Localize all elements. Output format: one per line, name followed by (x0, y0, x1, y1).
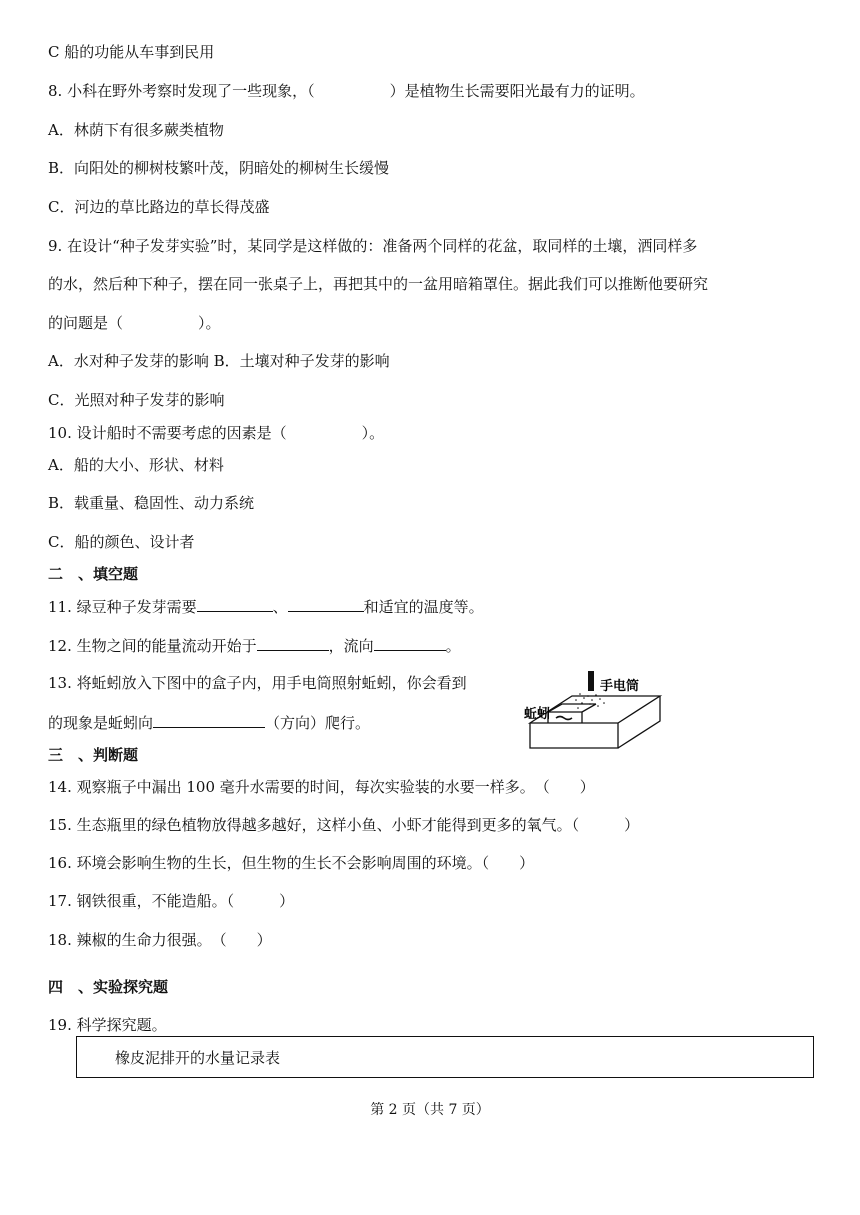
section-heading: 二 、填空题 (48, 565, 139, 583)
earthworm-label: 蚯蚓 (524, 707, 551, 722)
question-19: 19. 科学探究题。 (48, 1016, 167, 1034)
option-c: C．河边的草比路边的草长得茂盛 (48, 198, 270, 216)
option-b: B．载重量、稳固性、动力系统 (48, 494, 255, 512)
option-c: C．船的颜色、设计者 (48, 533, 195, 551)
table-caption: 橡皮泥排开的水量记录表 (115, 1049, 281, 1067)
flashlight-label: 手电筒 (600, 679, 640, 694)
question-13-cont: 的现象是蚯蚓向 （方向）爬行。 (48, 714, 371, 732)
option-b: B．向阳处的柳树枝繁叶茂，阴暗处的柳树生长缓慢 (48, 159, 390, 177)
flashlight-icon (588, 671, 594, 691)
record-table (76, 1036, 814, 1078)
option-c: C．光照对种子发芽的影响 (48, 391, 225, 409)
section-heading: 四 、实验探究题 (48, 978, 169, 996)
option-line: C 船的功能从车事到民用 (48, 43, 215, 61)
question-12: 12. 生物之间的能量流动开始于 ，流向 。 (48, 637, 461, 655)
option-a: A．林荫下有很多蕨类植物 (48, 121, 224, 139)
earthworm-box-figure (520, 668, 670, 758)
question-13: 13. 将蚯蚓放入下图中的盒子内，用手电筒照射蚯蚓，你会看到 (48, 674, 467, 692)
question-9-cont: 的水，然后种下种子，摆在同一张桌子上，再把其中的一盆用暗箱罩住。据此我们可以推断他要研究 (48, 275, 709, 293)
option-ab: A．水对种子发芽的影响 B．土壤对种子发芽的影响 (48, 352, 390, 370)
question-18: 18. 辣椒的生命力很强。 （ ） (48, 931, 272, 949)
question-10: 10. 设计船时不需要考虑的因素是（ ）。 (48, 424, 385, 442)
question-15: 15. 生态瓶里的绿色植物放得越多越好，这样小鱼、小虾才能得到更多的氧气。（ ） (48, 816, 640, 834)
question-16: 16. 环境会影响生物的生长，但生物的生长不会影响周围的环境。（ ） (48, 854, 535, 872)
section-heading: 三 、判断题 (48, 746, 139, 764)
question-8: 8. 小科在野外考察时发现了一些现象，（ ）是植物生长需要阳光最有力的证明。 (48, 82, 645, 100)
question-17: 17. 钢铁很重，不能造船。（ ） (48, 892, 295, 910)
question-9-cont: 的问题是（ ）。 (48, 314, 221, 332)
question-9: 9. 在设计“种子发芽实验”时，某同学是这样做的：准备两个同样的花盆，取同样的土壤，洒同样多 (48, 237, 698, 255)
question-11: 11. 绿豆种子发芽需要 、 和适宜的温度等。 (48, 598, 484, 616)
page-footer: 第 2 页（共 7 页） (370, 1102, 490, 1118)
earthworm-icon (556, 717, 572, 720)
question-14: 14. 观察瓶子中漏出 100 毫升水需要的时间，每次实验装的水要一样多。 （ ） (48, 778, 595, 796)
option-a: A．船的大小、形状、材料 (48, 456, 224, 474)
